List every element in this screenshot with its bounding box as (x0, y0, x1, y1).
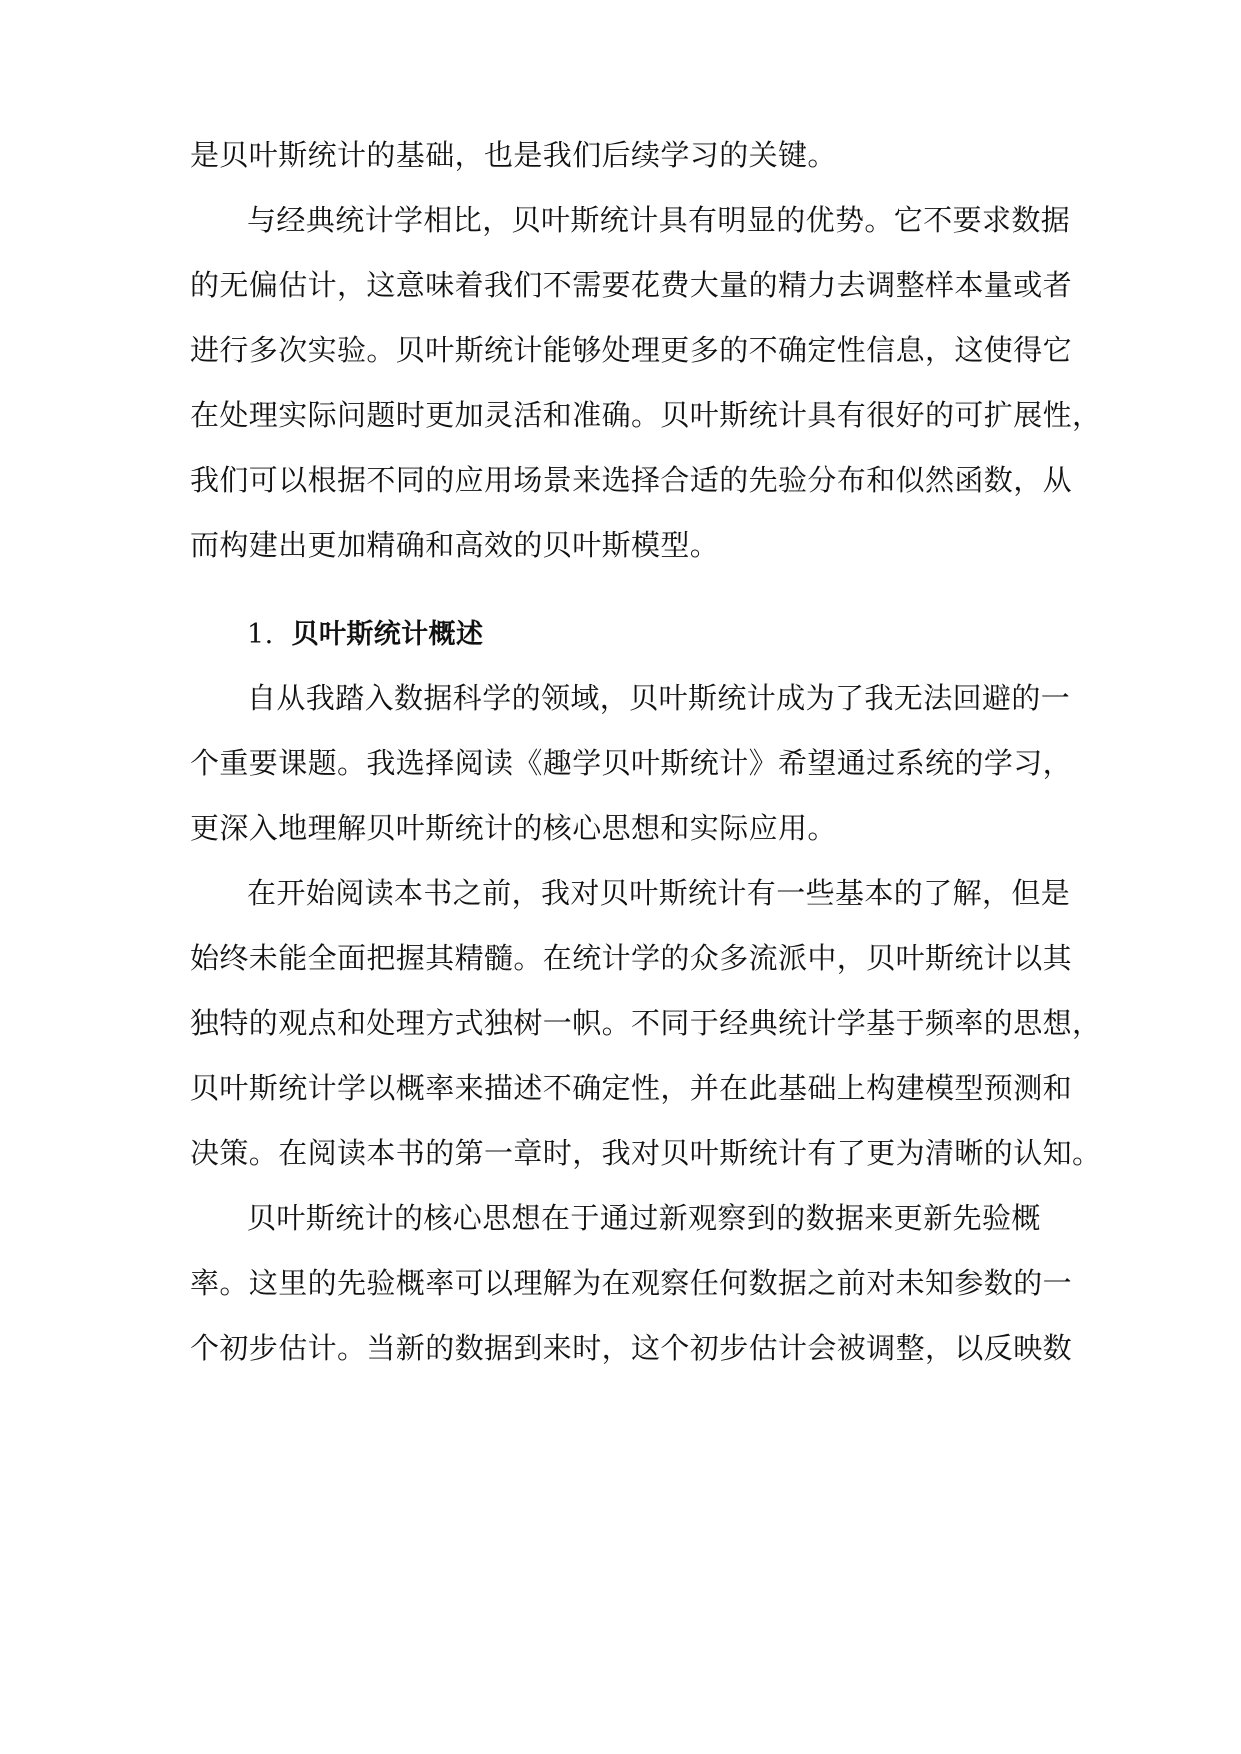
text-line: 始终未能全面把握其精髓。在统计学的众多流派中，贝叶斯统计以其 (190, 941, 1073, 975)
text-line: 独特的观点和处理方式独树一帜。不同于经典统计学基于频率的思想， (190, 1006, 1102, 1040)
text-line: 贝叶斯统计的核心思想在于通过新观察到的数据来更新先验概 (247, 1201, 1041, 1235)
text-line: 而构建出更加精确和高效的贝叶斯模型。 (190, 528, 720, 562)
text-line: 个初步估计。当新的数据到来时，这个初步估计会被调整，以反映数 (190, 1331, 1073, 1365)
text-line: 贝叶斯统计学以概率来描述不确定性，并在此基础上构建模型预测和 (190, 1071, 1073, 1105)
text-line: 自从我踏入数据科学的领域，贝叶斯统计成为了我无法回避的一 (247, 681, 1071, 715)
text-line: 更深入地理解贝叶斯统计的核心思想和实际应用。 (190, 811, 837, 845)
text-line: 个重要课题。我选择阅读《趣学贝叶斯统计》希望通过系统的学习， (190, 746, 1073, 780)
section-number: 1. (247, 619, 274, 650)
text-line: 进行多次实验。贝叶斯统计能够处理更多的不确定性信息，这使得它 (190, 333, 1073, 367)
text-line: 决策。在阅读本书的第一章时，我对贝叶斯统计有了更为清晰的认知。 (190, 1136, 1102, 1170)
text-line: 与经典统计学相比，贝叶斯统计具有明显的优势。它不要求数据 (247, 203, 1071, 237)
text-line: 在处理实际问题时更加灵活和准确。贝叶斯统计具有很好的可扩展性， (190, 398, 1102, 432)
section-title: 贝叶斯统计概述 (291, 619, 484, 650)
text-line: 是贝叶斯统计的基础，也是我们后续学习的关键。 (190, 138, 837, 172)
text-line: 率。这里的先验概率可以理解为在观察任何数据之前对未知参数的一 (190, 1266, 1073, 1300)
text-line: 在开始阅读本书之前，我对贝叶斯统计有一些基本的了解，但是 (247, 876, 1071, 910)
section-heading (247, 615, 483, 655)
text-line: 的无偏估计，这意味着我们不需要花费大量的精力去调整样本量或者 (190, 268, 1073, 302)
text-line: 我们可以根据不同的应用场景来选择合适的先验分布和似然函数，从 (190, 463, 1073, 497)
